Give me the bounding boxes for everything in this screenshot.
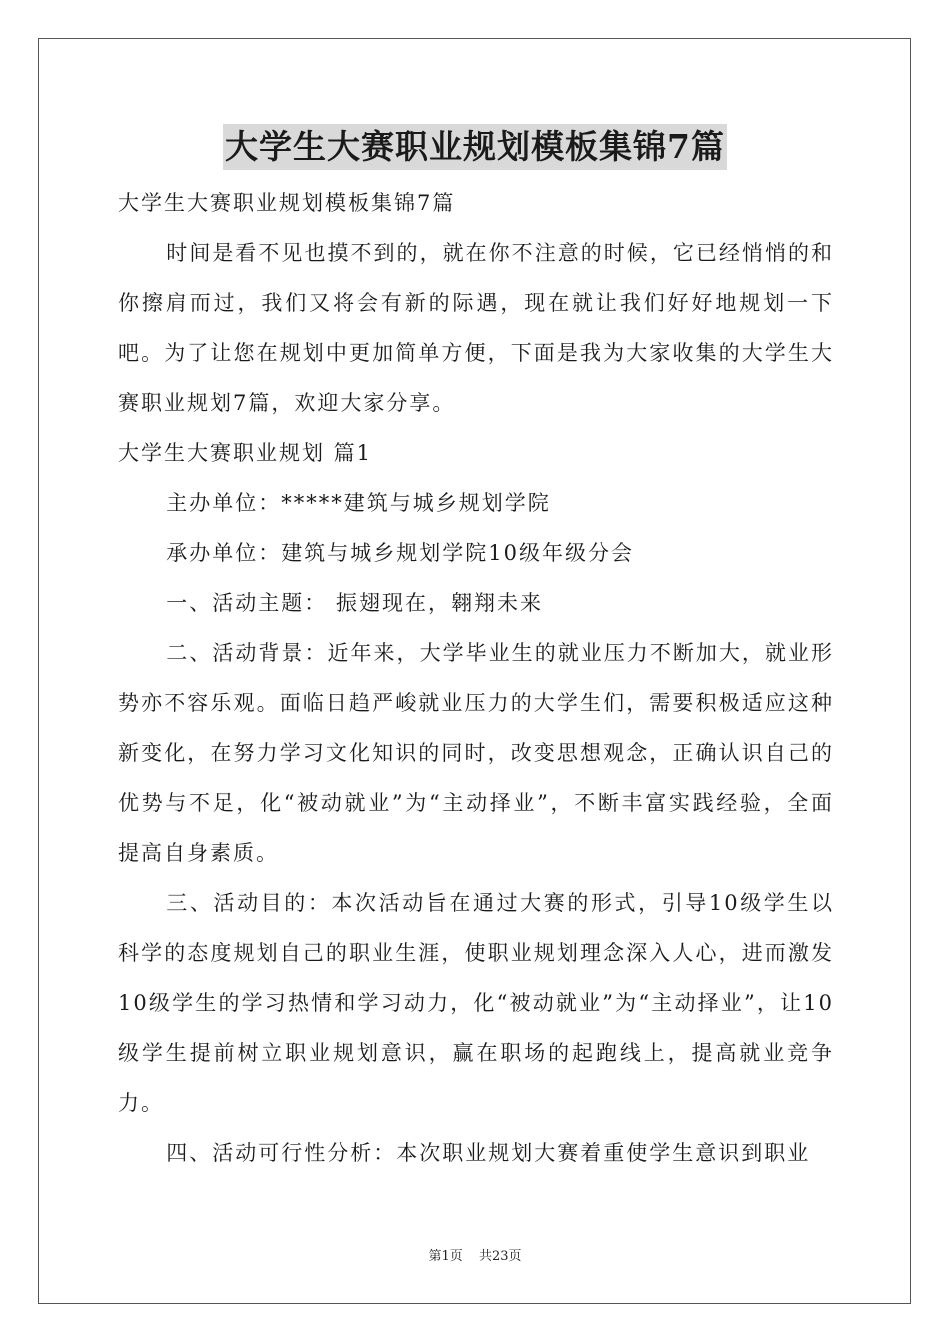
document-body [118, 178, 834, 1178]
paragraph-list [118, 228, 834, 1178]
page-footer [0, 1245, 950, 1264]
paragraph: 承办单位：建筑与城乡规划学院10级年级分会 [166, 541, 635, 565]
paragraph: 一、活动主题： 振翅现在，翱翔未来 [166, 591, 543, 615]
paragraph: 主办单位：*****建筑与城乡规划学院 [166, 491, 551, 515]
paragraph: 时间是看不见也摸不到的，就在你不注意的时候，它已经悄悄的和你擦肩而过，我们又将会有新的际遇，现在就让我们好好地规划一下吧。为了让您在规划中更加简单方便，下面是我为大家收集的大学生大赛职业规划7篇，欢迎大家分享。 [118, 241, 834, 415]
page-number: 第1页 [428, 1249, 463, 1264]
paragraph: 四、活动可行性分析：本次职业规划大赛着重使学生意识到职业 [166, 1141, 811, 1165]
page-total: 共23页 [478, 1249, 522, 1264]
paragraph: 三、活动目的：本次活动旨在通过大赛的形式，引导10级学生以科学的态度规划自己的职业生涯，使职业规划理念深入人心，进而激发10级学生的学习热情和学习动力，化“被动就业”为“主动择业”，让10级学生提前树立职业规划意识，赢在职场的起跑线上，提高就业竞争力。 [118, 891, 834, 1115]
paragraph: 大学生大赛职业规划 篇1 [118, 441, 373, 465]
title-wrap [0, 124, 950, 170]
paragraph: 二、活动背景：近年来，大学毕业生的就业压力不断加大，就业形势亦不容乐观。面临日趋严峻就业压力的大学生们，需要积极适应这种新变化，在努力学习文化知识的同时，改变思想观念，正确认识自己的优势与不足，化“被动就业”为“主动择业”，不断丰富实践经验，全面提高自身素质。 [118, 641, 834, 865]
document-subtitle: 大学生大赛职业规划模板集锦7篇 [118, 191, 456, 215]
document-title: 大学生大赛职业规划模板集锦7篇 [223, 124, 727, 170]
